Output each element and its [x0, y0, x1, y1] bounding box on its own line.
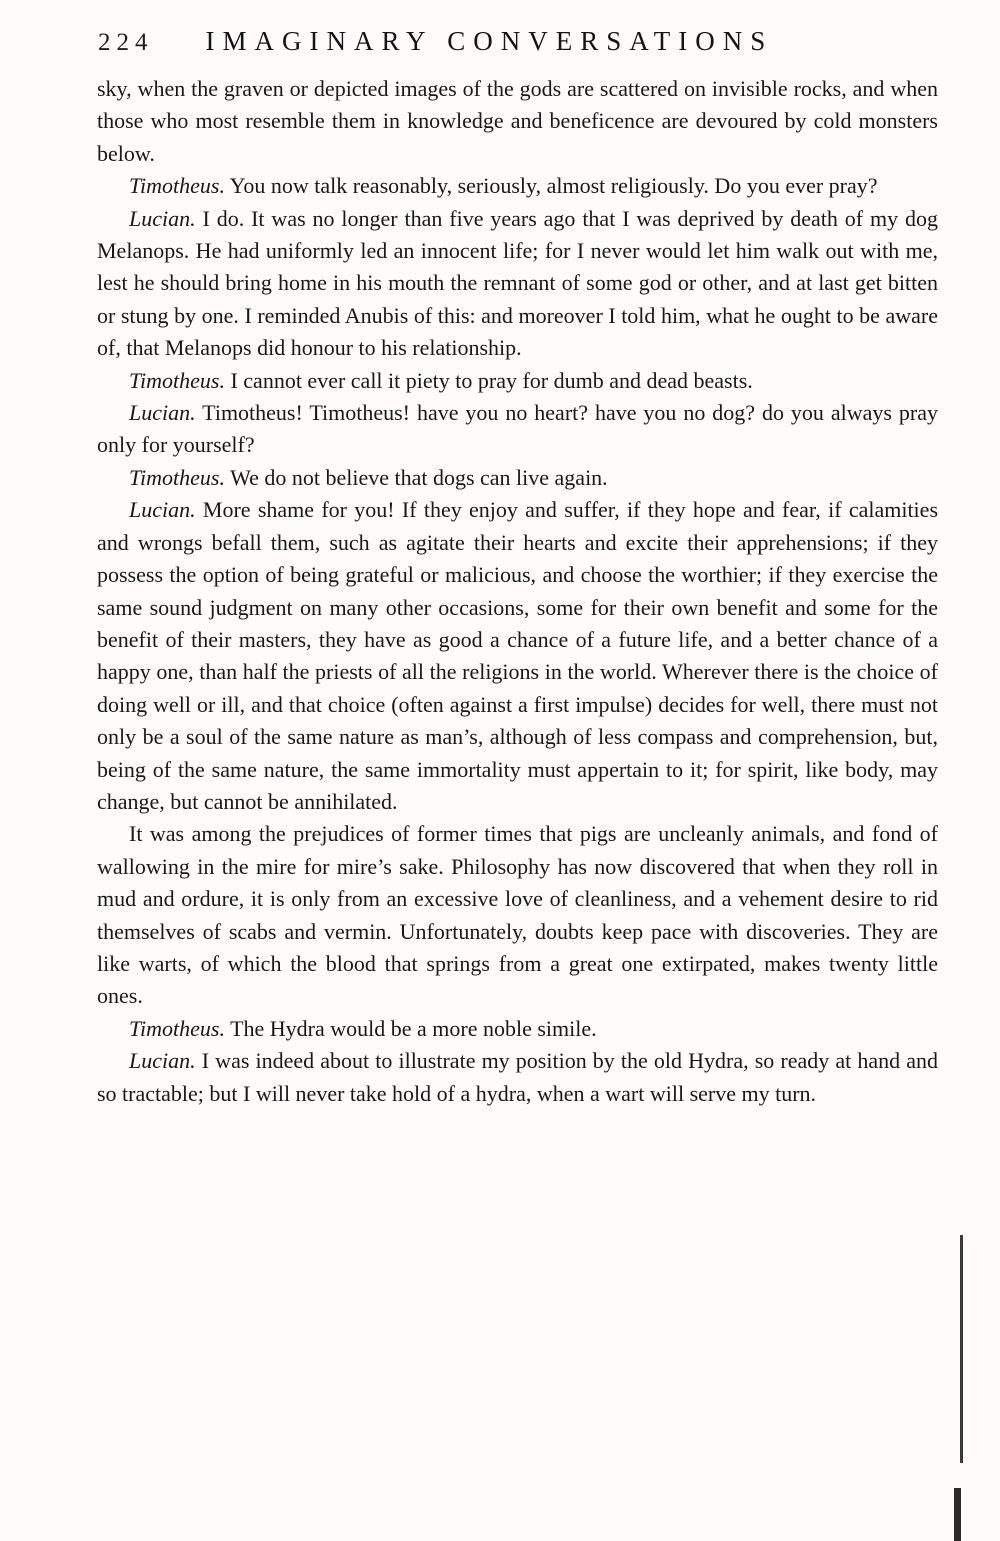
paragraph	[97, 818, 938, 1012]
paragraph	[97, 203, 938, 365]
speaker-name: Timotheus.	[129, 173, 225, 199]
paragraph	[97, 462, 938, 494]
speaker-name: Lucian.	[129, 497, 196, 523]
paragraph	[97, 365, 938, 397]
paragraph-text: I do. It was no longer than five years ago that I was deprived by death of my dog Melanops. He had uniformly led an innocent life; for I never would let him walk out with me, lest he should bring home in his mouth the remnant of some god or other, and at last get bitten or stung by one. I reminded Anubis of this: and moreover I told him, what he ought to be aware of, that Melanops did honour to his relationship.	[97, 205, 938, 361]
paragraph-text: It was among the prejudices of former times that pigs are uncleanly animals, and fond of wallowing in the mire for mire’s sake. Philosophy has now discovered that when they roll in mud and ordure, it is only from an excessive love of cleanliness, and a vehement desire to rid themselves of scabs and vermin. Unfortunately, doubts keep pace with discoveries. They are like warts, of which the blood that springs from a great one extirpated, makes twenty little ones.	[97, 821, 938, 1009]
paragraph	[97, 397, 938, 462]
speaker-name: Timotheus.	[129, 1015, 225, 1041]
scan-artifact-mark	[954, 1488, 961, 1541]
paragraph-text: Timotheus! Timotheus! have you no heart? have you no dog? do you always pray only for yourself?	[97, 400, 938, 458]
body-text	[97, 73, 938, 1110]
paragraph-text: We do not believe that dogs can live again.	[224, 464, 608, 490]
paragraph-text: I cannot ever call it piety to pray for dumb and dead beasts.	[224, 367, 753, 393]
page-number: 224	[98, 29, 154, 56]
speaker-name: Lucian.	[129, 400, 196, 426]
page-header	[0, 0, 1000, 57]
paragraph	[97, 73, 938, 170]
paragraph-text: More shame for you! If they enjoy and suffer, if they hope and fear, if calamities and wrongs befall them, such as agitate their hearts and excite their apprehensions; if they possess the option of being grateful or malicious, and choose the worthier; if they exercise the same sound judgment on many other occasions, some for their own benefit and some for the benefit of their masters, they have as good a chance of a future life, and a better chance of a happy one, than half the priests of all the religions in the world. Wherever there is the choice of doing well or ill, and that choice (often against a first impulse) decides for well, there must not only be a soul of the same nature as man’s, although of less compass and comprehension, but, being of the same nature, the same immortality must appertain to it; for spirit, like body, may change, but cannot be annihilated.	[97, 497, 938, 814]
paragraph-text: sky, when the graven or depicted images of the gods are scattered on invisible rocks, and when those who most resemble them in knowledge and beneficence are devoured by cold monsters below.	[97, 76, 938, 166]
paragraph	[97, 1013, 938, 1045]
running-title: IMAGINARY CONVERSATIONS	[205, 26, 774, 56]
speaker-name: Lucian.	[129, 1048, 196, 1074]
paragraph-text: The Hydra would be a more noble simile.	[224, 1015, 597, 1041]
speaker-name: Lucian.	[129, 205, 196, 231]
paragraph	[97, 494, 938, 818]
speaker-name: Timotheus.	[129, 367, 225, 393]
paragraph-text: You now talk reasonably, seriously, almost religiously. Do you ever pray?	[224, 173, 878, 199]
paragraph	[97, 1045, 938, 1110]
speaker-name: Timotheus.	[129, 464, 225, 490]
scan-artifact-line	[960, 1235, 963, 1463]
paragraph	[97, 170, 938, 202]
paragraph-text: I was indeed about to illustrate my position by the old Hydra, so ready at hand and so tractable; but I will never take hold of a hydra, when a wart will serve my turn.	[97, 1048, 938, 1106]
